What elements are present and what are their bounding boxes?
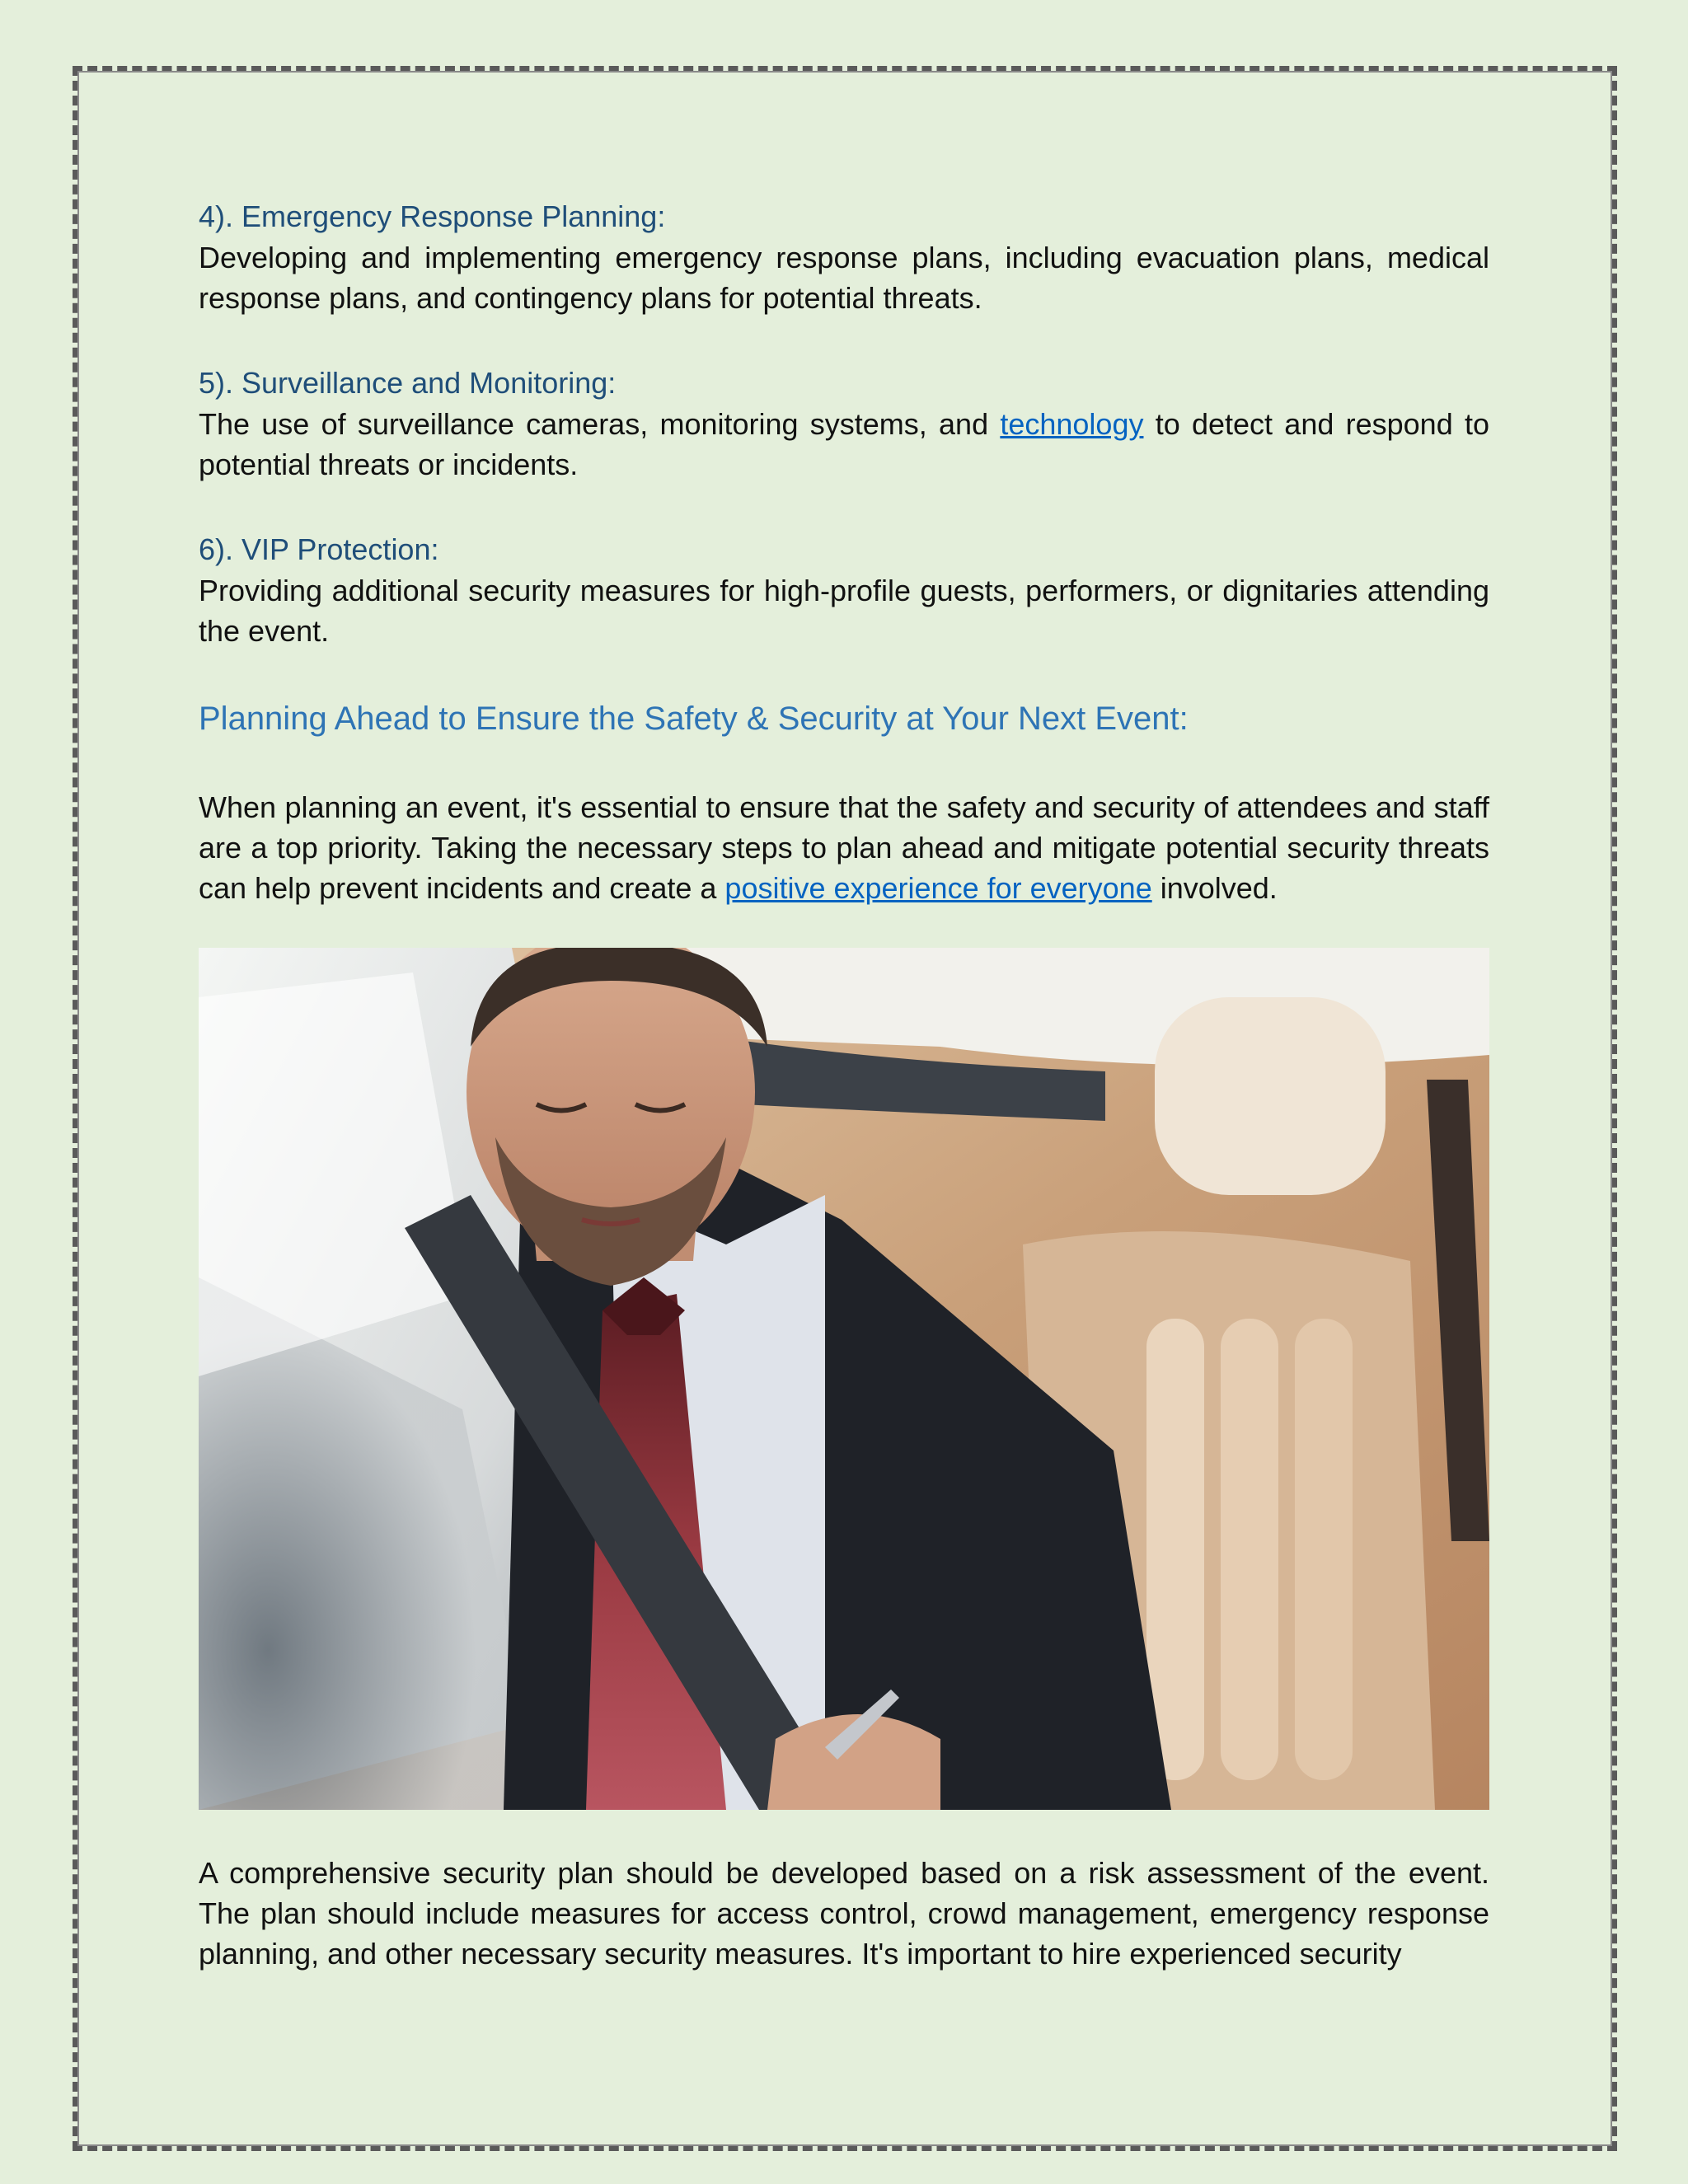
section-emergency-response [199, 196, 1489, 318]
photo-illustration [199, 948, 1489, 1810]
section-surveillance [199, 363, 1489, 485]
businessman-in-car-photo [199, 948, 1489, 1810]
planning-intro [199, 787, 1489, 908]
technology-link[interactable]: technology [1000, 407, 1144, 441]
body-text: The use of surveillance cameras, monitoring systems, and [199, 407, 1001, 441]
closing-paragraph: A comprehensive security plan should be developed based on a risk assessment of the event. The plan should include measures for access control, crowd management, emergency response planning, and other necessary security measures. It's important to hire experienced security [199, 1856, 1489, 1971]
section-body: Developing and implementing emergency response plans, including evacuation plans, medical response plans, and contingency plans for potential threats. [199, 241, 1489, 315]
body-text: involved. [1151, 871, 1278, 905]
positive-experience-link[interactable]: positive experience for everyone [724, 871, 1152, 905]
body-text: to detect and respond to potential threats or incidents. [199, 407, 1489, 481]
body-text: When planning an event, it's essential to ensure that the safety and security of attendees and staff are a top priority. Taking the necessary steps to plan ahead and mitigate potential security threats can help prevent incidents and create a [199, 790, 1489, 905]
planning-heading: Planning Ahead to Ensure the Safety & Security at Your Next Event: [199, 701, 1189, 737]
section-vip-protection [199, 529, 1489, 651]
document-content [199, 196, 1489, 1974]
section-body: Providing additional security measures for high-profile guests, performers, or dignitaries attending the event. [199, 574, 1489, 648]
section-body [199, 404, 1489, 485]
section-heading: 4). Emergency Response Planning: [199, 199, 666, 233]
section-heading: 5). Surveillance and Monitoring: [199, 366, 617, 400]
section-heading: 6). VIP Protection: [199, 532, 439, 566]
